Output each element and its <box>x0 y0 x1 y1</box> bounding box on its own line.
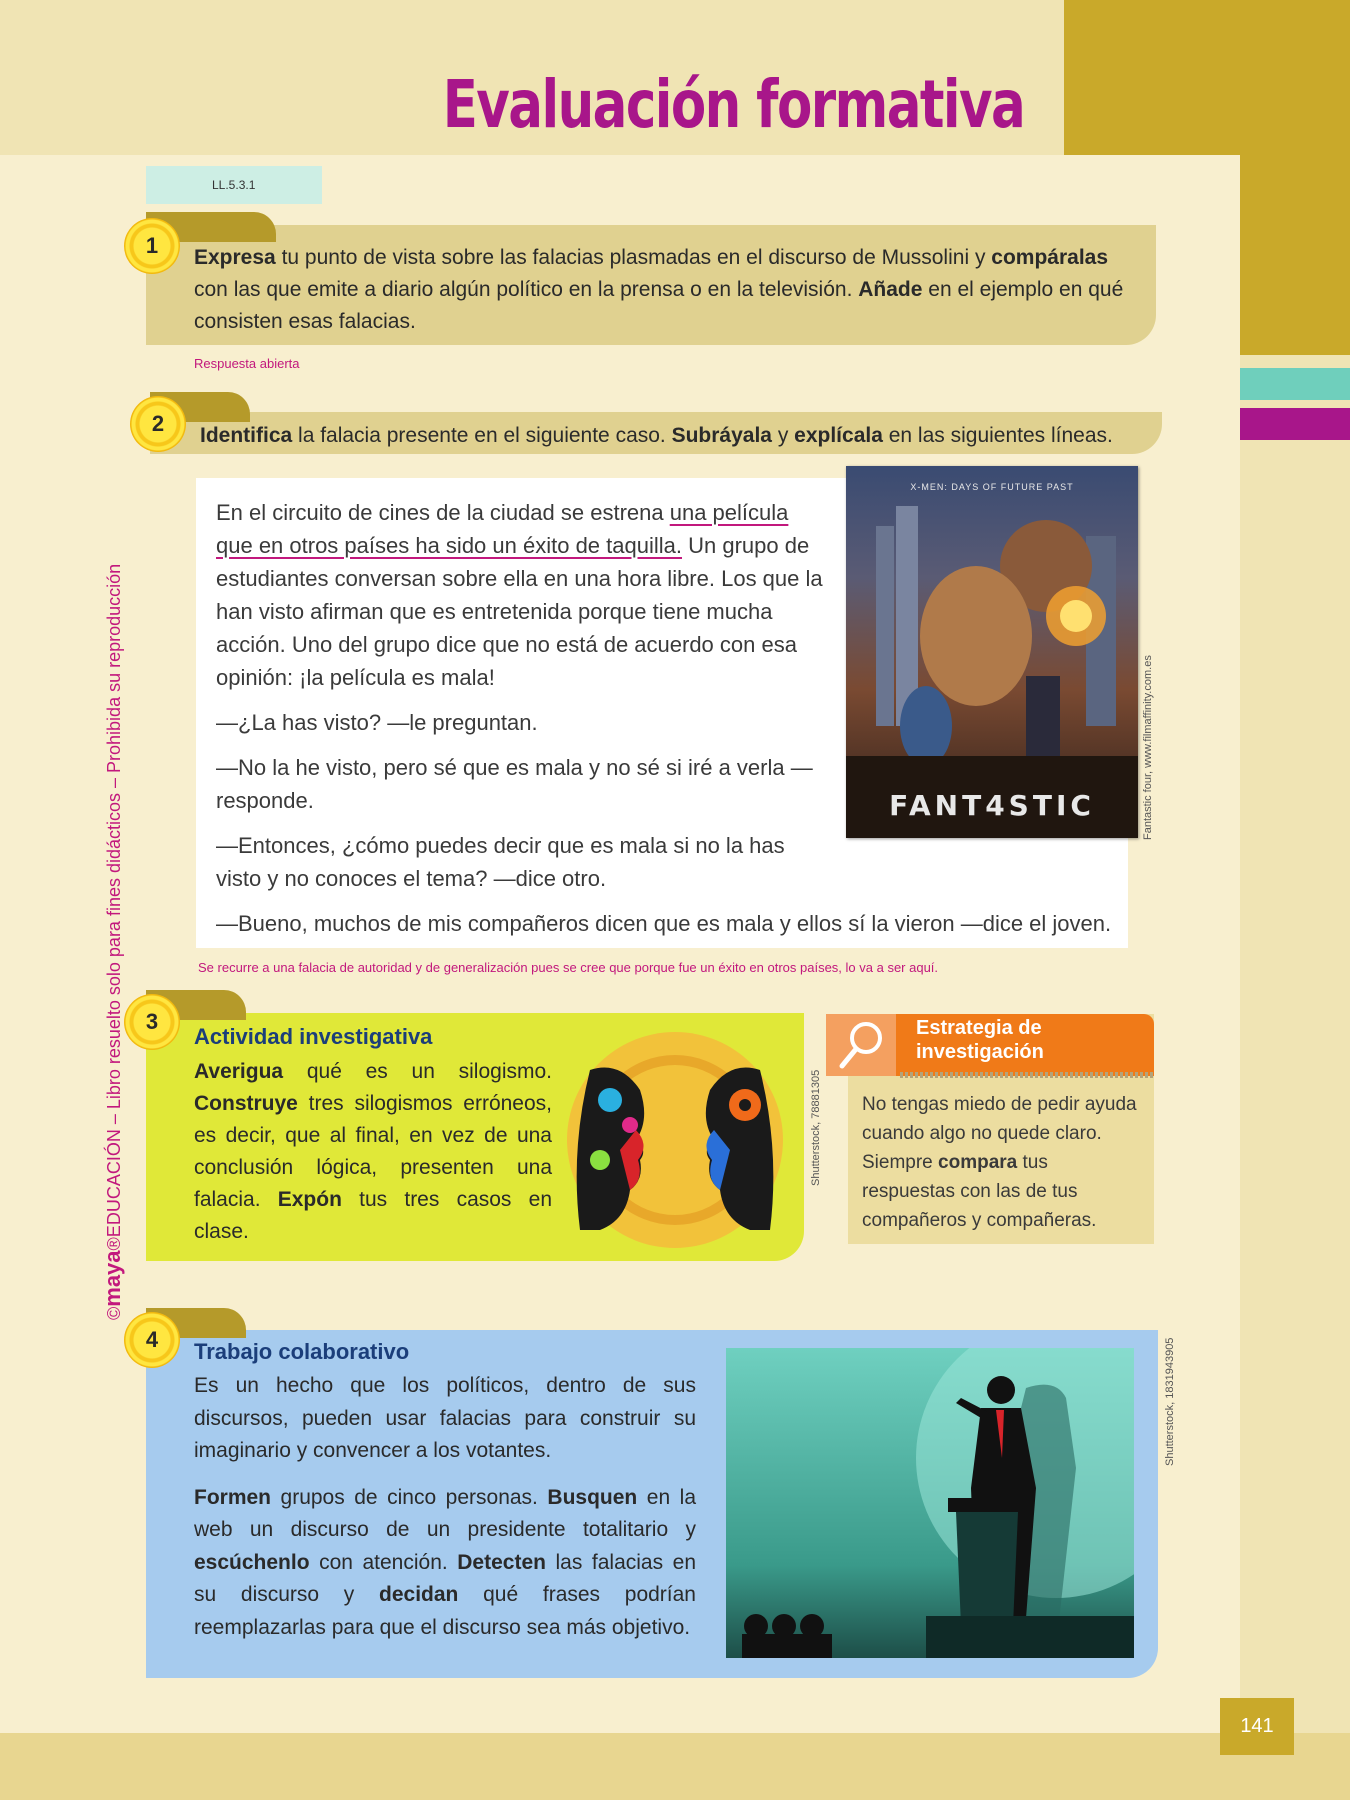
strategy-stripe <box>900 1072 1154 1078</box>
q3-instruction <box>194 1056 552 1248</box>
bottom-band <box>0 1733 1350 1800</box>
q3-text-1: qué es un silogismo. <box>283 1060 552 1083</box>
poster-title: FANT4STIC <box>889 789 1095 822</box>
q1-text-2: con las que emite a diario algún político en la prensa o en la televisión. <box>194 278 859 301</box>
movie-poster <box>846 466 1138 838</box>
strategy-text-2: tus respuestas con las de tus compañeros y compañeras. <box>862 1152 1097 1231</box>
q4-text-2: en la web un discurso de un presidente totalitario y <box>194 1485 696 1541</box>
q1-text-3: en el ejemplo en qué consisten esas falacias. <box>194 278 1124 333</box>
underlined-fallacy: una película que en otros países ha sido un éxito de taquilla. <box>216 500 789 558</box>
q4-number-badge: 4 <box>124 1312 180 1368</box>
strategy-text-1: No tengas miedo de pedir ayuda cuando algo no quede claro. Siempre <box>862 1094 1137 1173</box>
poster-tagline: X-MEN: DAYS OF FUTURE PAST <box>910 482 1074 492</box>
strategy-text <box>862 1090 1146 1235</box>
q4-verb-4: Detecten <box>457 1550 546 1574</box>
q4-heading: Trabajo colaborativo <box>194 1339 410 1364</box>
gears-faces-illustration <box>560 1030 790 1250</box>
q4-text-4: las falacias en su discurso y <box>194 1550 696 1606</box>
strategy-title: Estrategia de investigación <box>916 1017 1044 1063</box>
poster-credit: Fantastic four, www.filmaffinity.com.es <box>1142 655 1154 840</box>
q3-text-3: tus tres casos en clase. <box>194 1188 552 1243</box>
story-paragraph-1 <box>216 496 826 694</box>
q2-text-3: en las siguientes líneas. <box>882 424 1113 447</box>
q2-text-1: la falacia presente en el siguiente caso. <box>292 424 672 447</box>
q4-verb-3: escúchenlo <box>194 1550 310 1574</box>
q4-text-1: grupos de cinco personas. <box>271 1485 548 1509</box>
q4-instruction <box>194 1370 696 1658</box>
story-paragraph-5: —Bueno, muchos de mis compañeros dicen que es mala y ellos sí la vieron —dice el joven. <box>216 911 1112 936</box>
page-title: Evaluación formativa <box>442 66 1025 143</box>
registered-mark: ® <box>104 1237 124 1251</box>
story-paragraph-4: —Entonces, ¿cómo puedes decir que es mala si no la has visto y no conoces el tema? —dice otro. <box>216 833 785 891</box>
magnifier-icon <box>826 1014 896 1076</box>
q4-text-5: qué frases podrían reemplazarlas para que el discurso sea más objetivo. <box>194 1583 696 1639</box>
q2-verb-2: Subráyala <box>671 424 772 447</box>
side-copyright <box>100 490 126 1320</box>
q2-text-2: y <box>771 424 795 447</box>
q1-number-badge: 1 <box>124 218 180 274</box>
q2-number-badge: 2 <box>130 396 186 452</box>
strategy-verb: compara <box>938 1152 1018 1173</box>
magenta-tab <box>1240 408 1350 440</box>
q4-paragraph-1: Es un hecho que los políticos, dentro de sus discursos, pueden usar falacias para construir su imaginario y convencer a los votantes. <box>194 1374 696 1462</box>
q4-paragraph-2 <box>194 1482 696 1645</box>
q1-instruction <box>194 242 1144 338</box>
speaker-illustration <box>726 1348 1134 1658</box>
q4-image-credit: Shutterstock, 1831943905 <box>1164 1337 1176 1466</box>
q3-verb-2: Construye <box>194 1092 298 1115</box>
q3-text-2: tres silogismos erróneos, es decir, que al final, en vez de una conclusión lógica, presenten una falacia. <box>194 1092 552 1211</box>
q4-verb-2: Busquen <box>547 1485 638 1509</box>
q2-verb-3: explícala <box>794 424 883 447</box>
page-number: 141 <box>1220 1698 1294 1755</box>
q1-text-1: tu punto de vista sobre las falacias plasmadas en el discurso de Mussolini y <box>275 246 992 269</box>
q4-verb-1: Formen <box>194 1485 272 1509</box>
story-p1-start: En el circuito de cines de la ciudad se estrena <box>216 500 670 525</box>
poster-artwork <box>846 466 1138 838</box>
q1-verb-3: Añade <box>858 278 923 301</box>
copyright-text: EDUCACIÓN – Libro resuelto solo para fines didácticos – Prohibida su reproducción <box>104 563 124 1238</box>
story-paragraph-2: —¿La has visto? —le preguntan. <box>216 710 538 735</box>
q4-verb-5: decidan <box>379 1583 459 1606</box>
q3-verb-1: Averigua <box>194 1060 284 1083</box>
brand-logo: maya <box>100 1250 125 1307</box>
q4-text-3: con atención. <box>309 1550 458 1574</box>
skill-code: LL.5.3.1 <box>146 166 322 204</box>
q1-verb-1: Expresa <box>194 246 276 269</box>
q3-verb-3: Expón <box>277 1188 342 1211</box>
q3-number-badge: 3 <box>124 994 180 1050</box>
q3-heading: Actividad investigativa <box>194 1024 433 1049</box>
q2-verb-1: Identifica <box>200 424 293 447</box>
q2-instruction <box>200 420 1150 452</box>
q3-image-credit: Shutterstock, 78881305 <box>810 1069 822 1186</box>
story-paragraph-3: —No la he visto, pero sé que es mala y no sé si iré a verla —responde. <box>216 755 813 813</box>
teal-tab <box>1240 368 1350 400</box>
q1-answer: Respuesta abierta <box>194 356 300 371</box>
q2-answer: Se recurre a una falacia de autoridad y de generalización pues se cree que porque fue un éxito en otros países, lo va a ser aquí. <box>198 960 939 975</box>
story-p1-end: Un grupo de estudiantes conversan sobre ella en una hora libre. Los que la han visto afirman que es entretenida porque tiene mucha acción. Uno del grupo dice que no está de acuerdo con esa opinión: ¡la película es mala! <box>216 533 823 690</box>
q1-verb-2: compáralas <box>991 246 1109 269</box>
copyright-symbol: © <box>104 1306 124 1320</box>
